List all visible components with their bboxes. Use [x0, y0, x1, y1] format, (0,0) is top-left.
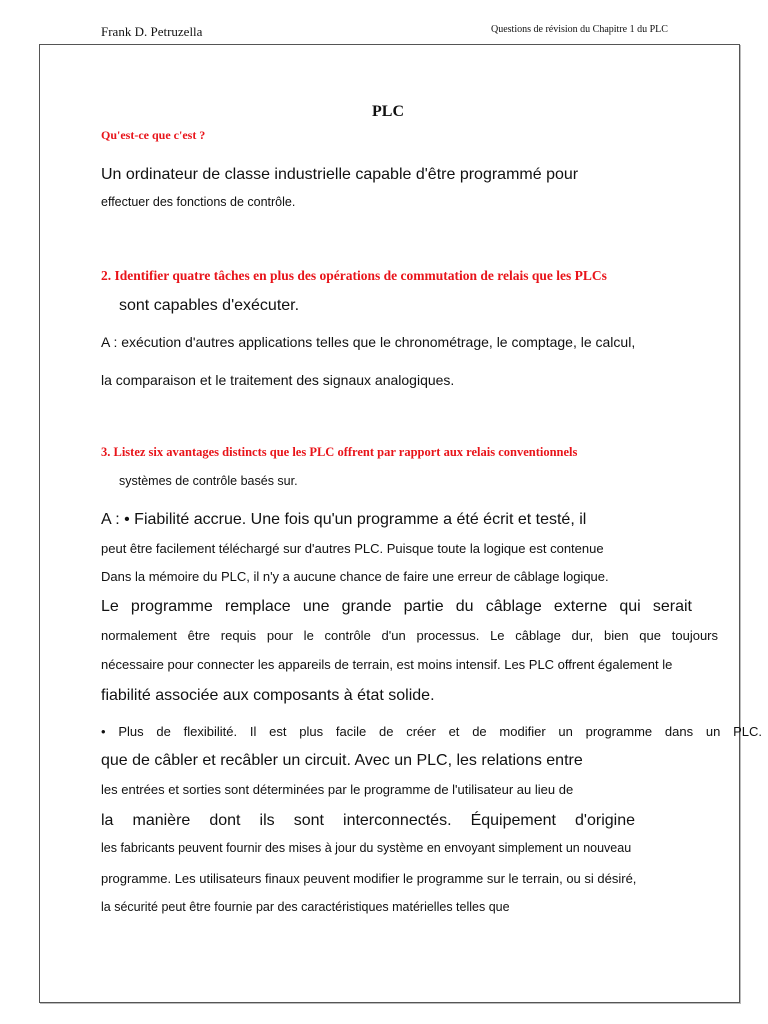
answer-3-line: programme. Les utilisateurs finaux peuvent modifier le programme sur le terrain, ou si désiré, — [101, 871, 637, 886]
document-title: PLC — [372, 103, 404, 120]
question-1: Qu'est-ce que c'est ? — [101, 128, 206, 142]
answer-1-line-1: Un ordinateur de classe industrielle capable d'être programmé pour — [101, 166, 579, 183]
answer-3-line: la manière dont ils sont interconnectés. Équipement d'origine — [101, 812, 635, 829]
question-3-line-1: 3. Listez six avantages distincts que les PLC offrent par rapport aux relais conventionnels — [101, 445, 578, 459]
answer-3-line: que de câbler et recâbler un circuit. Avec un PLC, les relations entre — [101, 752, 583, 769]
question-2-line-1: 2. Identifier quatre tâches en plus des opérations de commutation de relais que les PLCs — [101, 268, 607, 283]
answer-3-line: fiabilité associée aux composants à état solide. — [101, 687, 435, 704]
answer-3-line: les entrées et sorties sont déterminées par le programme de l'utilisateur au lieu de — [101, 782, 574, 797]
answer-3-line: Dans la mémoire du PLC, il n'y a aucune chance de faire une erreur de câblage logique. — [101, 569, 609, 584]
answer-3-line: • Plus de flexibilité. Il est plus facile de créer et de modifier un programme dans un PLC. — [101, 724, 762, 739]
question-3-line-2: systèmes de contrôle basés sur. — [119, 474, 298, 488]
answer-3-line: A : • Fiabilité accrue. Une fois qu'un programme a été écrit et testé, il — [101, 511, 587, 528]
question-2-line-2: sont capables d'exécuter. — [119, 297, 300, 314]
answer-3-line: peut être facilement téléchargé sur d'autres PLC. Puisque toute la logique est contenue — [101, 541, 604, 556]
answer-3-line: la sécurité peut être fournie par des caractéristiques matérielles telles que — [101, 900, 510, 914]
answer-3-line: les fabricants peuvent fournir des mises à jour du système en envoyant simplement un nouveau — [101, 841, 632, 855]
answer-3-line: nécessaire pour connecter les appareils de terrain, est moins intensif. Les PLC offrent également le — [101, 657, 673, 672]
answer-3-line: normalement être requis pour le contrôle d'un processus. Le câblage dur, bien que toujours — [101, 628, 718, 643]
answer-1-line-2: effectuer des fonctions de contrôle. — [101, 195, 296, 209]
header-author: Frank D. Petruzella — [101, 24, 203, 39]
answer-3-line: Le programme remplace une grande partie du câblage externe qui serait — [101, 598, 692, 615]
answer-2-line-1: A : exécution d'autres applications telles que le chronométrage, le comptage, le calcul, — [101, 334, 636, 350]
answer-2-line-2: la comparaison et le traitement des signaux analogiques. — [101, 372, 455, 388]
header-chapter: Questions de révision du Chapitre 1 du PLC — [491, 24, 668, 35]
